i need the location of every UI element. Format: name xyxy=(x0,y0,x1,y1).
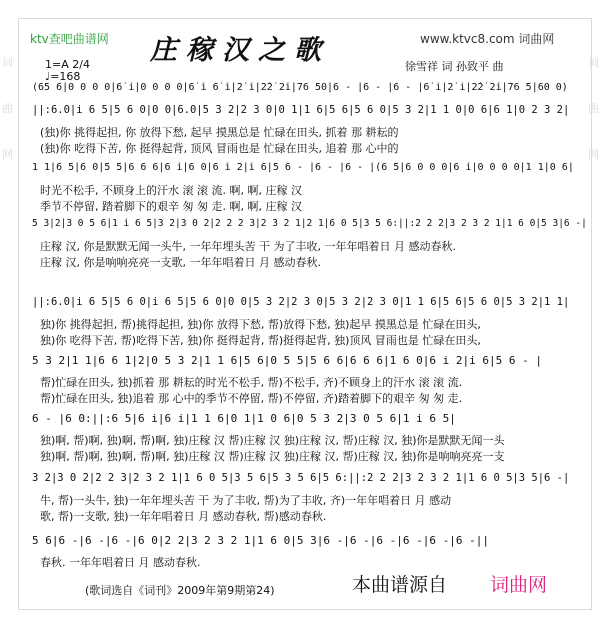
notation-line: (65 6|0 0 0 0|6̇ i|0 0 0 0|6̇ i 6̇ i|2̇ i|2̇2̇ 2̇i|76 50|6 - |6 - |6 - |6̇ i|2̇ i|2̇2̇ 2̇i|76 5|60 0) xyxy=(32,82,568,93)
lyric-line: 时光不松手, 不顾身上的汗水 滚 滚 流. 啊, 啊, 庄稼 汉 xyxy=(40,184,302,197)
lyric-line: 春秋. 一年年唱着日 月 感动春秋. xyxy=(40,556,201,569)
source-note: (歌词选自《词刊》2009年第9期第24) xyxy=(85,584,275,597)
site-name-left[interactable]: ktv查吧曲谱网 xyxy=(30,32,109,46)
notation-line: 1 1|6 5|6 0|5 5|6 6 6|6 i|6 0|6 i 2|i 6|5 6 - |6 - |6 - |(6 5|6 0 0 0|6 i|0 0 0 0|1 1|0 6| xyxy=(32,162,574,173)
lyric-line: 季节不停留, 踏着脚下的艰辛 匆 匆 走. 啊, 啊, 庄稼 汉 xyxy=(40,200,302,213)
notation-line: ||:6.0|i 6 5|5 6 0|i 6 5|5 6 0|0 0|5 3 2|2 3 0|5 3 2|2 3 0|1 1 6|5 6|5 6 0|5 3 2|1 1| xyxy=(32,296,570,308)
tempo-marking: ♩=168 xyxy=(45,70,81,83)
watermark-left: 词曲网 xyxy=(2,56,13,161)
notation-line: 3 2|3 0 2|2 2 3|2 3 2 1|1 6 0 5|3 5 6|5 3 5 6|5 6:||:2 2 2|3 2 3 2 1|1 6 0 5|3 5|6 -| xyxy=(32,472,570,484)
notation-line: 5 3|2|3 0 5 6|1 i 6 5|3 2|3 0 2|2 2 2 3|2 3 2 1|2 1|6 0 5|3 5 6:||:2 2 2|3 2 3 2 1|1 6 0|5 3|6 -| xyxy=(32,218,587,229)
lyric-line: 独)你 吃得下苦, 帮)吃得下苦, 独)你 挺得起背, 帮)挺得起背, 独)顶风 冒雨也是 忙碌在田头, xyxy=(40,334,481,347)
brand-text: 本曲谱源自 xyxy=(352,574,448,596)
notation-line: ||:6.0|i 6 5|5 6 0|0 0|6.0|5 3 2|2 3 0|0 1|1 6|5 6|5 6 0|5 3 2|1 1 0|0 6|6 1|0 2 3 2| xyxy=(32,104,570,116)
lyric-line: 帮)忙碌在田头, 独)抓着 那 耕耘的时光不松手, 帮)不松手, 齐)不顾身上的汗水 滚 滚 流. xyxy=(40,376,463,389)
notation-line: 6 - |6 0:||:6 5|6 i|6 i|1 1 6|0 1|1 0 6|0 5 3 2|3 0 5 6|1 i 6 5| xyxy=(32,412,456,425)
lyric-line: 庄稼 汉, 你是响响亮亮一支歌, 一年年唱着日 月 感动春秋. xyxy=(40,256,321,269)
key-signature: 1=A 2/4 xyxy=(45,58,90,71)
lyric-line: (独)你 吃得下苦, 你 挺得起背, 顶风 冒雨也是 忙碌在田头, 追着 那 心中的 xyxy=(40,142,399,155)
lyric-line: 帮)忙碌在田头, 独)追着 那 心中的季节不停留, 帮)不停留, 齐)踏着脚下的艰辛 匆 匆 走. xyxy=(40,392,463,405)
lyric-line: 牛, 帮)一头牛, 独)一年年埋头苦 干 为了丰收, 帮)为了丰收, 齐)一年年唱着日 月 感动 xyxy=(40,494,452,507)
lyric-line: 独)你 挑得起担, 帮)挑得起担, 独)你 放得下愁, 帮)放得下愁, 独)起早 摸黑总是 忙碌在田头, xyxy=(40,318,481,331)
brand-site[interactable]: 词曲网 xyxy=(490,574,548,596)
song-title: 庄稼汉之歌 xyxy=(150,35,330,66)
site-name-right[interactable]: www.ktvc8.com 词曲网 xyxy=(420,32,555,46)
lyric-line: 庄稼 汉, 你是默默无闻一头牛, 一年年埋头苦 干 为了丰收, 一年年唱着日 月 感动春秋. xyxy=(40,240,456,253)
credits: 徐雪祥 词 孙致平 曲 xyxy=(405,60,504,73)
lyric-line: 独)啊, 帮)啊, 独)啊, 帮)啊, 独)庄稼 汉 帮)庄稼 汉 独)庄稼 汉, 帮)庄稼 汉, 独)你是默默无闻一头 xyxy=(40,434,505,447)
lyric-line: 歌, 帮)一支歌, 独)一年年唱着日 月 感动春秋, 帮)感动春秋. xyxy=(40,510,327,523)
notation-line: 5 3 2|1 1|6 6 1|2|0 5 3 2|1 1 6|5 6|0 5 5|5 6 6|6 6 6|1 6 0|6 i 2|i 6|5 6 - | xyxy=(32,354,542,367)
lyric-line: 独)啊, 帮)啊, 独)啊, 帮)啊, 独)庄稼 汉 帮)庄稼 汉 独)庄稼 汉, 帮)庄稼 汉, 独)你是响响亮亮一支 xyxy=(40,450,505,463)
watermark-right: 词曲网 xyxy=(588,56,599,161)
notation-line: 5 6|6 -|6 -|6 -|6 0|2 2|3 2 3 2 1|1 6 0|5 3|6 -|6 -|6 -|6 -|6 -|6 -|| xyxy=(32,534,489,547)
lyric-line: (独)你 挑得起担, 你 放得下愁, 起早 摸黑总是 忙碌在田头, 抓着 那 耕耘的 xyxy=(40,126,399,139)
